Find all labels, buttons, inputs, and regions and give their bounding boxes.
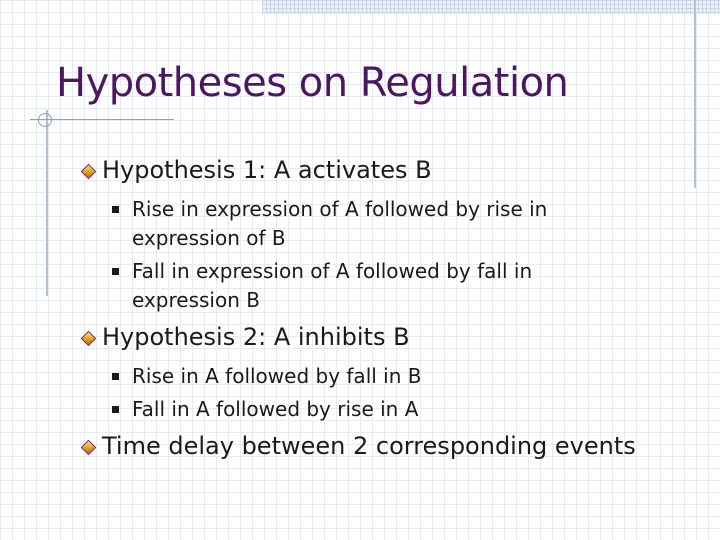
point-text: Rise in expression of A followed by rise in expression of B xyxy=(132,197,548,250)
diamond-bullet-icon xyxy=(81,164,97,180)
point-text: Fall in A followed by rise in A xyxy=(132,397,419,421)
hypothesis-2-label: Hypothesis 2: A inhibits B xyxy=(102,323,410,351)
time-delay-label: Time delay between 2 corresponding events xyxy=(102,432,636,460)
decorative-vertical-line xyxy=(694,0,696,188)
decorative-top-band xyxy=(262,0,720,14)
square-bullet-icon xyxy=(112,206,119,213)
slide-title: Hypotheses on Regulation xyxy=(56,60,569,106)
hypothesis-1-label: Hypothesis 1: A activates B xyxy=(102,156,432,184)
point-text: Fall in expression of A followed by fall in expression B xyxy=(132,259,533,312)
crosshair-icon xyxy=(38,113,52,127)
diamond-bullet-icon xyxy=(81,440,97,456)
square-bullet-icon xyxy=(112,268,119,275)
decorative-vertical-line xyxy=(46,110,48,296)
diamond-bullet-icon xyxy=(81,331,97,347)
point-text: Rise in A followed by fall in B xyxy=(132,364,422,388)
square-bullet-icon xyxy=(112,406,119,413)
square-bullet-icon xyxy=(112,373,119,380)
